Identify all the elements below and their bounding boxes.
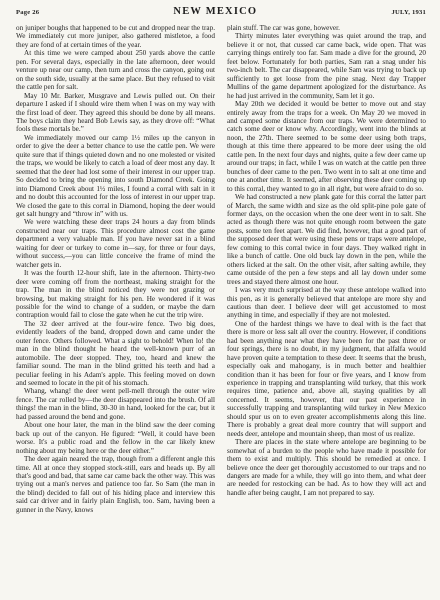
paragraph: May 20th we decided it would be better to move out and stay entirely away from the traps for a week. On May 20 we moved in and camped some distance from our traps. We were determined to catch some deer or know why. Accordingly, went into the blinds at noon, the 27th. There seemed to be some deer using both traps, though at this time there appeared to be more deer using the old cattle pen. In the next four days and nights, quite a few deer came up around our traps; in fact, while I was on watch at the cattle pen three bunches of deer came to the pen. Two went in to salt at one time and one at another time. It seemed, after observing these deer coming up to this corral, they wanted to go in all right, but were afraid to do so. (227, 100, 426, 193)
paragraph: There are places in the state where antelope are beginning to be somewhat of a burden to the people who have made it possible for them to exist and multiply. This should be remedied at once. I believe once the deer get thoroughly accustomed to our traps and no dangers are made for a while, they will go into them, and what deer are needed for restocking can be had. As to how they will act and handle after being caught, I am not prepared to say. (227, 438, 426, 497)
paragraph: About one hour later, the man in the blind saw the deer coming back up out of the canyon. He figured: “Well, it could have been worse. It's a public road and the fellow in the car likely knew nothing about my being here or the deer either.” (16, 421, 215, 455)
left-column (16, 24, 215, 514)
paragraph: We immediately moved our camp 1½ miles up the canyon in order to give the deer a better chance to use the cattle pen. We were quite sure that if things quieted down and no one molested or visited the traps, we would be likely to catch a load of deer most any day. It seemed that the deer had lost some of their interest in our upper trap. So decided to bring the opening into south Diamond Creek. Going into Diamond Creek about 1½ miles, I found a corral with salt in it and no doubt this accounted for the loss of interest in our upper trap. We closed the gate to this corral in Diamond, hoping the deer would get salt hungry and “throw in” with us. (16, 133, 215, 218)
paragraph: on juniper boughs that happened to be cut and dropped near the trap. We immediately cut more juniper, also gathered mistletoe, a food they are fond of at certain times of the year. (16, 24, 215, 49)
paragraph: I was very much surprised at the way these antelope walked into this pen, as it is generally believed that antelope are more shy and cautious than deer. I believe deer will get accustomed to most anything in time, and especially if they are not molested. (227, 286, 426, 320)
paragraph: We had constructed a new plank gate for this corral the latter part of March, the same width and size as the old split-pine pole gate of former days, on the occasion when the one deer went in to salt. She acted as though there was not quite enough room between the gate posts, some ten feet apart. We did find, however, that a good part of the supposed deer that were using these pens or traps were antelope, few coming to this corral twice in four days. They walked right in like a bunch of cattle. One old buck lay down in the pen, while the others licked at the salt. On the other visit, after salting awhile, they came outside of the pen a few steps and all lay down under some trees and stayed there almost one hour. (227, 193, 426, 286)
paragraph: One of the hardest things we have to deal with is the fact that there is more or less salt all over the country. However, if conditions had been anything near what they have been for the past three or four springs, there is no doubt, in my judgment, that alfalfa would have proven quite a temptation to these deer. It seems that the brush, especially oak and mahogany, is in much better and healthier condition than it has been for four or five years, and I know from experience in trapping and transplanting wild turkey, that this work requires time, patience and, above all, staying qualities by all concerned. It seems, however, that our past experience in successfully trapping and transplanting wild turkey in New Mexico should spur us on to even greater accomplishments along this line. There is probably a great deal more country that will support and needs deer, antelope and mountain sheep, than most of us realize. (227, 319, 426, 438)
right-column (227, 24, 426, 514)
paragraph: Whang, whang! the deer went pell-mell through the outer wire fence. The car rolled by—the deer disappeared into the brush. Of all things! the man in the blind, 30-30 in hand, looked for the car, but it had passed around the bend and gone. (16, 387, 215, 421)
paragraph: The deer again neared the trap, though from a different angle this time. All at once they stopped stock-still, ears and heads up. By all that's good and bad, that same car came back the other way. This was trying out a man's nerves and patience too far. So Sam (the man in the blind) decided to fall out of his hiding place and interview this said car driver and in fairly plain English, too. Sam, having been a gunner in the Navy, knows (16, 455, 215, 514)
magazine-title: NEW MEXICO (173, 6, 258, 17)
page-number: Page 26 (16, 9, 40, 16)
paragraph: At this time we were camped about 250 yards above the cattle pen. For several days, especially in the late afternoon, deer would venture up near our camp, then turn and cross the canyon, going out on the south side, usually at the same place. But they refused to visit the cattle pen for salt. (16, 49, 215, 92)
article-body (16, 24, 426, 514)
paragraph: The 32 deer arrived at the four-wire fence. Two big does, evidently leaders of the band, dropped down and came under the outer fence. Others followed. What a sight to behold! When lo! the man in the blind thought he heard the well-known purr of an automobile. The deer stopped. They, too, heard and knew the familiar sound. The man in the blind gritted his teeth and had a peculiar feeling in his Adam's apple. This feeling moved on down and seemed to locate in the pit of his stomach. (16, 319, 215, 388)
paragraph: plain stuff. The car was gone, however. (227, 24, 340, 32)
paragraph: May 10 Mr. Barker, Musgrave and Lewis pulled out. On their departure I asked if I should wire them when I was on my way with the first load of deer. They agreed this should be done by all means. The boys claim they heard Bob Lewis say, as they drove off: “What fools these mortals be.” (16, 91, 215, 134)
paragraph: Thirty minutes later everything was quiet around the trap, and believe it or not, that cussed car came back, wide open. That was carrying things entirely too far. Sam made a dive for the ground, 20 feet below. Fortunately for both parties, Sam ran a snag under his two-inch belt. The car disappeared, while Sam was trying to back up sufficiently to get loose from the pine snag. Next day Trapper Mullins of the game department apologized for the disturbance. As he had just arrived in the community, Sam let it go. (227, 32, 426, 100)
page-header (16, 6, 426, 22)
paragraph: We were watching these deer traps 24 hours a day from blinds constructed near our traps. This procedure almost cost the game department a very valuable man. If you have never sat in a blind waiting for deer or turkey to come in—say, for three or four days, without success,—you can little conceive the frame of mind the watcher gets in. (16, 218, 215, 269)
paragraph: It was the fourth 12-hour shift, late in the afternoon. Thirty-two deer were coming off from the northeast, making straight for the trap. The man in the blind noticed they were not grazing or browsing, but making straight for his pen. He wondered if it was possible for the wind to change of a sudden, or maybe the darn contraption would fail to close the gate when he cut the trip wire. (16, 269, 215, 320)
issue-date: JULY, 1931 (391, 9, 426, 16)
